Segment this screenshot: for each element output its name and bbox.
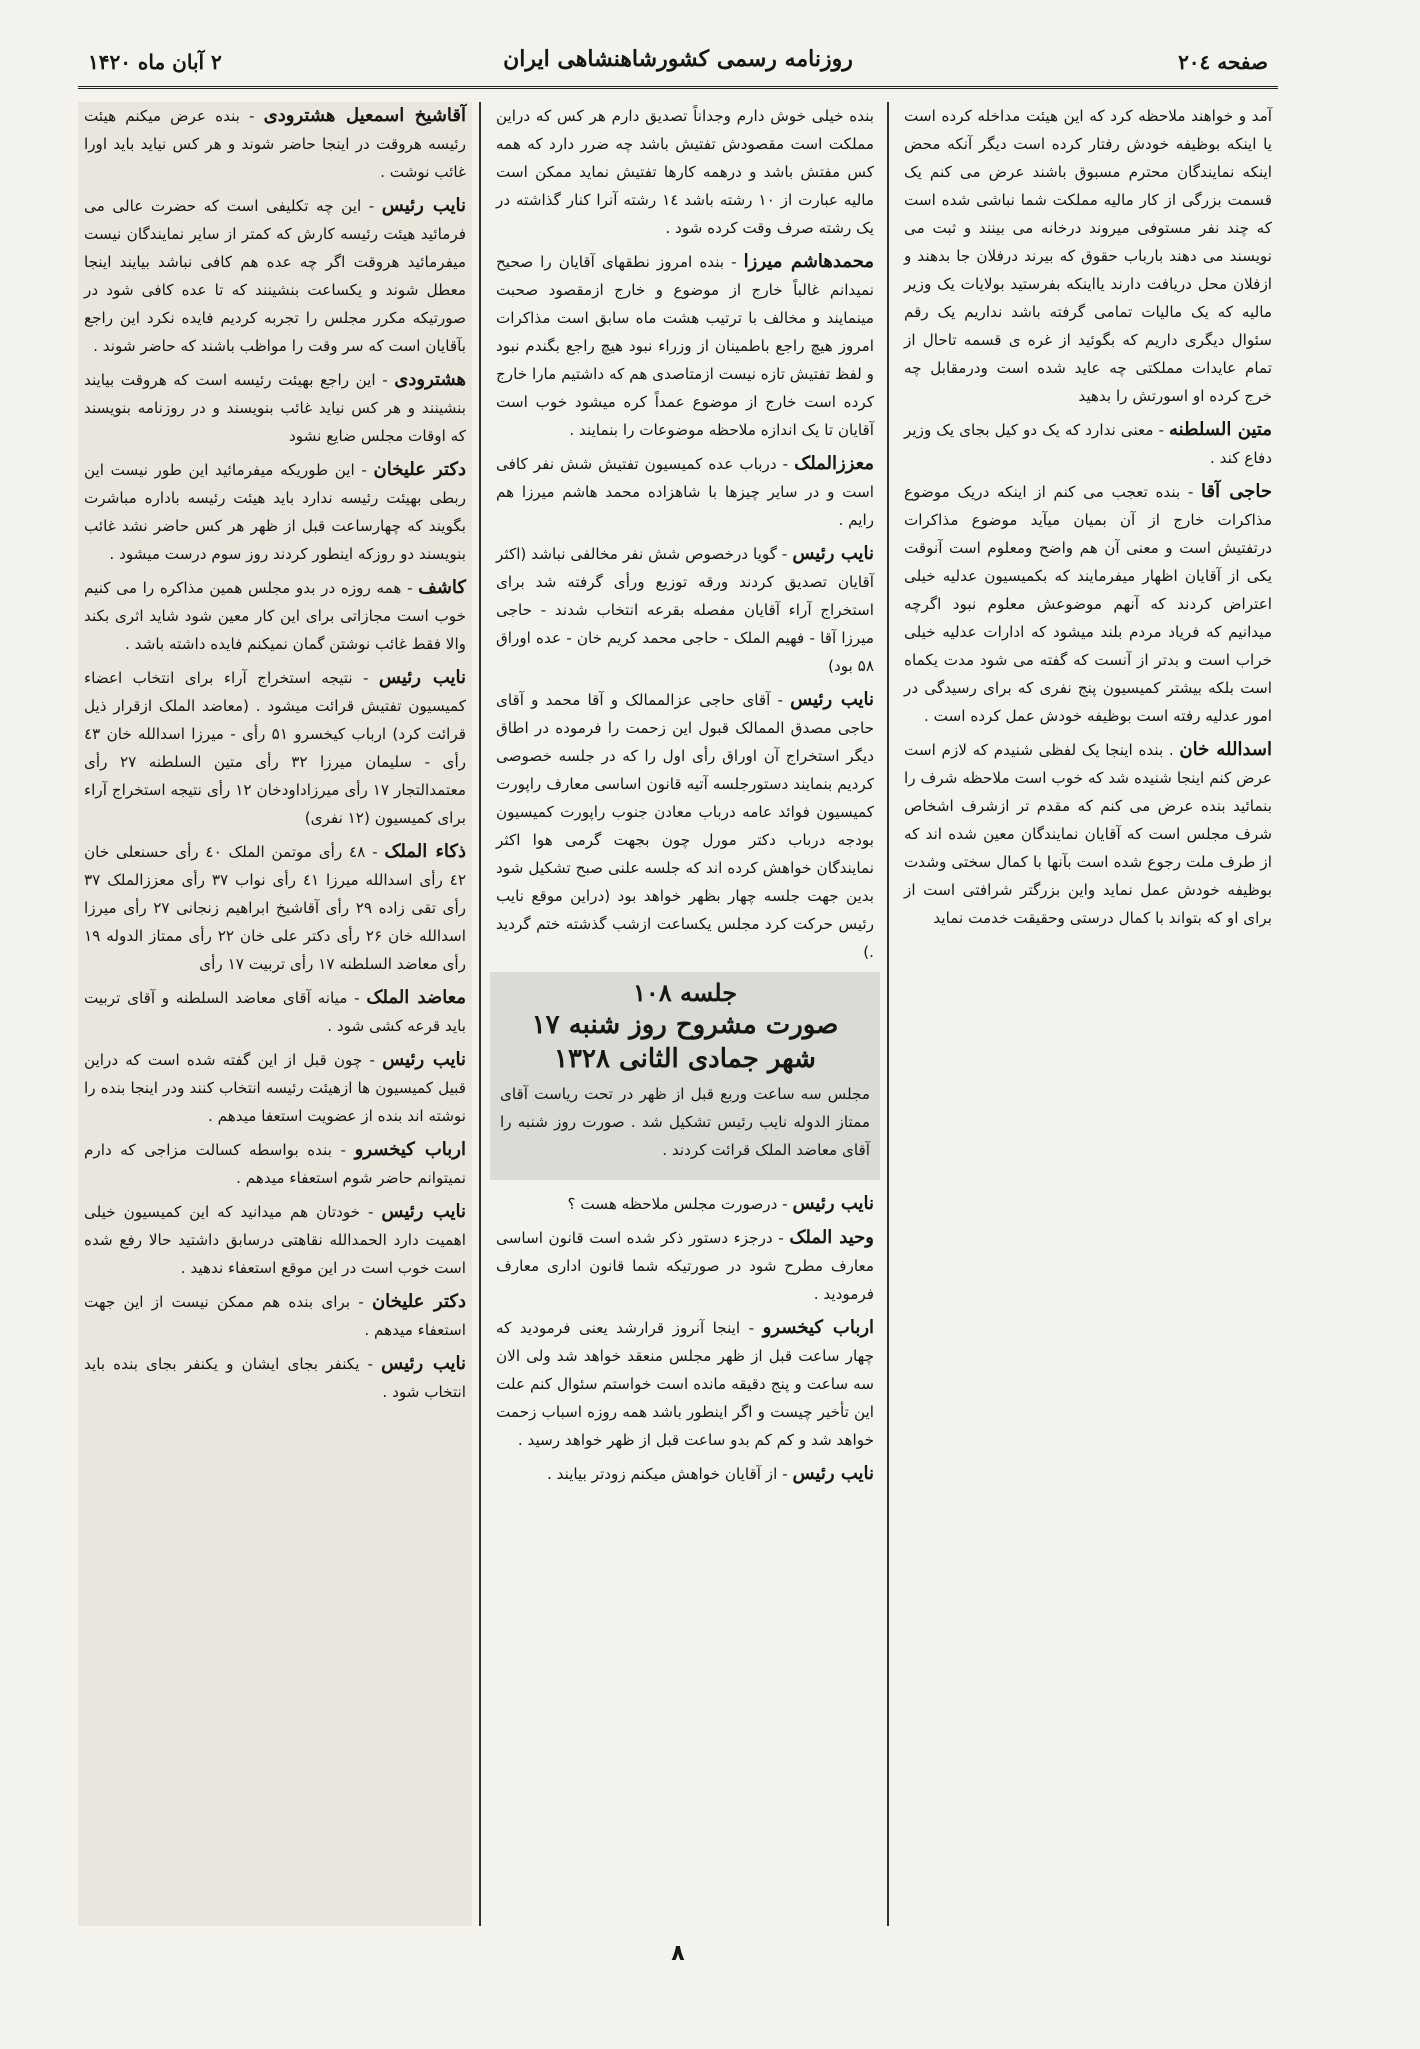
speech-text: - خودتان هم میدانید که این کمیسیون خیلی اهمیت دارد الحمدالله نقاهتی درسابق داشتید حالا رفع شده است خوب است در این موقع استعفاء ندهید . <box>84 1203 466 1277</box>
newspaper-title: روزنامه رسمی کشورشاهنشاهی ایران <box>503 46 853 72</box>
speech-text: - ٤۸ رأی موتمن الملک ٤۰ رأی حسنعلی خان ٤۲ رأی اسدالله میرزا ٤۱ رأی نواب ۳۷ رأی معززالملک ۳۷ رأی تقی زاده ۲۹ رأی آقاشیخ ابراهیم زنجانی ۲۷ رأی میرزا اسدالله خان ۲۶ رأی دکتر علی خان ۲۲ رأی ممتاز الدوله ۱۹ رأی معاضد السلطنه ۱۷ رأی تربیت ۱۷ رأی <box>84 843 466 973</box>
paragraph <box>904 478 1272 730</box>
column-divider <box>479 102 481 1926</box>
paragraph <box>84 838 466 978</box>
page-label: صفحه ۲۰٤ <box>1178 50 1268 74</box>
paragraph <box>84 456 466 568</box>
paragraph <box>904 416 1272 472</box>
column-divider <box>887 102 889 1926</box>
paragraph <box>904 102 1272 410</box>
column-right <box>898 102 1278 1926</box>
column-middle <box>490 102 880 1926</box>
paragraph <box>84 1136 466 1192</box>
paragraph <box>904 736 1272 932</box>
paragraph <box>496 1460 874 1488</box>
speech-text: - درصورت مجلس ملاحظه هست ؟ <box>567 1195 788 1213</box>
paragraph <box>84 1350 466 1406</box>
paragraph <box>496 450 874 534</box>
paragraph <box>496 102 874 242</box>
session-intro: مجلس سه ساعت وربع قبل از ظهر در تحت ریاست آقای ممتاز الدوله نایب رئیس تشکیل شد . صورت روز شنبه را آقای معاضد الملک قرائت کردند . <box>500 1085 870 1159</box>
session-heading <box>490 972 880 1180</box>
paragraph <box>84 192 466 360</box>
speaker-name: متین السلطنه <box>1169 419 1272 440</box>
speech-text: - یکنفر بجای ایشان و یکنفر بجای بنده باید انتخاب شود . <box>84 1355 466 1401</box>
speaker-name: نایب رئیس <box>382 1049 466 1070</box>
speech-text: - درباب عده کمیسیون تفتیش شش نفر کافی است و در سایر چیزها با شاهزاده محمد هاشم میرزا هم رایم . <box>496 455 874 529</box>
paragraph <box>496 686 874 966</box>
speaker-name: معاضد الملک <box>366 987 467 1008</box>
speaker-name: ارباب کیخسرو <box>762 1317 875 1338</box>
speaker-name: هشترودی <box>394 369 467 390</box>
issue-date: ۲ آبان ماه ۱۴۲۰ <box>88 50 222 74</box>
speaker-name: آقاشیخ اسمعیل هشترودی <box>263 105 467 126</box>
speaker-name: محمدهاشم میرزا <box>743 251 875 272</box>
speech-text: - اینجا آنروز قرارشد یعنی فرمودید که چهار ساعت قبل از ظهر مجلس منعقد خواهد شد ولی الان سه ساعت و پنج دقیقه مانده است خواستم سئوال کنم علت این تأخیر چیست و اگر اینطور باشد همه روزه اسباب زحمت خواهد شد و کم کم بدو ساعت قبل از ظهر خواهد رسید . <box>496 1319 874 1449</box>
speech-text: - بنده عرض میکنم هیئت رئیسه هروقت در اینجا حاضر شوند و هر کس نیاید باید اورا غائب نوشت . <box>84 107 466 181</box>
speaker-name: کاشف <box>418 577 466 598</box>
session-number: جلسه ۱۰۸ <box>632 978 738 1007</box>
paragraph <box>84 366 466 450</box>
speaker-name: نایب رئیس <box>381 1201 467 1222</box>
paragraph <box>496 1224 874 1308</box>
speech-text: . بنده اینجا یک لفظی شنیدم که لازم است عرض کنم اینجا شنیده شد که خوب است ملاحظه شرف را بنمائید بنده عرض می کنم که مقدم تر ازشرف اشخاص شرف مجلس است که آقایان نمایندگان معین شده اند که از طرف ملت رجوع شده است بآنها با کمال سختی وشدت بوظیفه خودش عمل نماید واین بزرگتر شرافتی است از برای او که بتواند با کمال درستی وحقیقت خدمت نماید <box>904 741 1272 927</box>
speech-text: - گویا درخصوص شش نفر مخالفی نباشد (اکثر آقایان تصدیق کردند ورقه توزیع ورأی گرفته شد برای استخراج آراء آقایان مفصله بقرعه انتخاب شدند - حاجی میرزا آقا - فهیم الملک - حاجی محمد کریم خان - عده اوراق ۵۸ بود) <box>496 545 874 675</box>
speech-text: - چون قبل از این گفته شده است که دراین قبیل کمیسیون ها ازهیئت رئیسه انتخاب کنند ودر اینجا بنده را نوشته اند بنده از عضویت استعفا میدهم . <box>84 1051 466 1125</box>
speaker-name: دکتر علیخان <box>371 1291 467 1312</box>
speech-text: - این چه تکلیفی است که حضرت عالی می فرمائید هیئت رئیسه کارش که کمتر از سایر نمایندگان نیست میفرمائید هروقت اگر چه عده هم کافی نباشد بیایند اینجا معطل شوند و یکساعت بنشینند که تا عده کافی شود در صورتیکه مکرر مجلس را تجربه کردیم فایده نکرد این راجع بآقایان است که سر وقت را مواظب باشند که حاضر شوند . <box>84 197 466 355</box>
speaker-name: معززالملک <box>794 453 874 474</box>
paragraph <box>84 984 466 1040</box>
session-date: شهر جمادی الثانی ۱۳۲۸ <box>554 1044 816 1074</box>
speech-text: - بنده بواسطه کسالت مزاجی که دارم نمیتوانم حاضر شوم استعفاء میدهم . <box>84 1141 466 1187</box>
speech-text: - بنده امروز نطقهای آقایان را صحیح نمیدانم غالباً خارج از موضوع و خارج ازمقصود صحبت مینمایند و مخالف با ترتیب هشت ماه سابق است مذاکرات امروز هیچ راجع باطمینان از وزراء نبود هیچ راجع بگندم نبود و لفظ تفتیش تازه نیست ازمتاصدی هم که داشتیم مارا خارج کرده است خارج از موضوع عمداً کره میشود خوب است آقایان تا یک اندازه ملاحظه موضوعات را بنمایند . <box>496 253 874 439</box>
page-number: ۸ <box>671 1941 685 1966</box>
speech-text: - این راجع بهیئت رئیسه است که هروقت بیایند بنشینند و هر کس نیاید غائب بنویسند و در روزنامه بنویسند که اوقات مجلس ضایع نشود <box>84 371 466 445</box>
paragraph <box>84 1198 466 1282</box>
paragraph <box>496 1314 874 1454</box>
paragraph <box>496 248 874 444</box>
speech-text: - درجزء دستور ذکر شده است قانون اساسی معارف مطرح شود در صورتیکه شما قانون اداری معارف فرمودید . <box>496 1229 874 1303</box>
session-title: صورت مشروح روز شنبه ۱۷ <box>531 1010 839 1040</box>
speaker-name: نایب رئیس <box>381 195 466 216</box>
speech-text: آمد و خواهند ملاحظه کرد که این هیئت مداخله کرده است یا اینکه بوظیفه خودش رفتار کرده است دیگر آنکه محض اینکه نمایندگان محترم مسبوق باشند عرض می کنم یک قسمت بزرگی از کار مالیه مملکت شما نباشی شده است که چند نفر مستوفی میروند درخانه می بینند و ثبت می نویسند می دهند بارباب حقوق که بیرند درفلان جا بدهند و ازفلان محل دریافت دارند یااینکه بفرستید بولایات یک وزیر مالیه که یک مالیات تمامی گرفته باشد نداریم یک رقم سئوال دیگری داریم که بگوئید از غره ی قسمه تاحال از تمام عایدات مملکتی چه عاید شده است ودرمقابل چه خرج کرده او اسورتش را بدهید <box>904 107 1272 405</box>
speaker-name: نایب رئیس <box>792 1463 874 1484</box>
speaker-name: حاجی آقا <box>1201 481 1272 502</box>
speech-text: - از آقایان خواهش میکنم زودتر بیایند . <box>546 1465 788 1483</box>
speech-text: - آقای حاجی عزالممالک و آقا محمد و آقای حاجی مصدق الممالک قبول این زحمت را فرموده در اطاق دیگر استخراج آن اوراق رأی اول را که در جلسه خصوصی کردیم بنمایند دستورجلسه آتیه قانون اساسی معارف راپورت کمیسیون فوائد عامه درباب معادن جنوب راپورت کمیسیون بودجه درباب دکتر مورل چون بجهت گرمی هوا اکثر نمایندگان خواهش کرده اند که جلسه علنی صبح تشکیل شود بدین جهت جلسه چهار بظهر خواهد بود (دراین موقع نایب رئیس حرکت کرد مجلس یکساعت ازشب گذشته ختم گردید .) <box>496 691 874 961</box>
speech-text: - همه روزه در بدو مجلس همین مذاکره را می کنیم خوب است مجازاتی برای این کار معین شود شاید اثری بکند والا فقط غائب نوشتن گمان نمیکنم فایده داشته باشد . <box>84 579 466 653</box>
speaker-name: نایب رئیس <box>378 667 466 688</box>
newspaper-page <box>78 36 1278 1976</box>
speaker-name: نایب رئیس <box>792 1193 874 1214</box>
paragraph <box>84 1288 466 1344</box>
paragraph <box>84 1046 466 1130</box>
paragraph <box>84 102 466 186</box>
speaker-name: ذکاء الملک <box>384 841 466 862</box>
speaker-name: وحید الملک <box>789 1227 874 1248</box>
speech-text: بنده خیلی خوش دارم وجداناً تصدیق دارم هر کس که دراین مملکت است مقصودش تفتیش باشد چه ضرر دارد که همه کس مفتش باشد و درهمه کارها تفتیش نماید ممکن است مالیه عبارت از ۱۰ رشته باشد ۱٤ رشته آنرا کنار گذاشته در یک رشته صرف وقت کرده شود . <box>496 107 875 237</box>
speech-text: - بنده تعجب می کنم از اینکه دریک موضوع مذاکرات خارج از آن بمیان میآید موضوع مذاکرات درتفتیش است و معنی آن هم واضح ومعلوم است آنوقت یکی از آقایان اظهار میفرمایند که بکمیسیون عدلیه خیلی اعتراض کردند که آنهم موضوعش معلوم نبود اگرچه میدانیم که فریاد مردم بلند میشود که ادارات عدلیه خیلی خراب است و بدتر از آنست که گفته می شود مدت یکماه است بلکه بیشتر کمیسیون پنج نفری که برای رسیدگی در امور عدلیه رفته است بوظیفه خودش عمل کرده است . <box>904 483 1272 725</box>
paragraph <box>84 574 466 658</box>
speaker-name: نایب رئیس <box>790 689 874 710</box>
speaker-name: اسدالله خان <box>1179 739 1273 760</box>
paragraph <box>496 1190 874 1218</box>
paragraph <box>84 664 466 832</box>
paragraph <box>496 540 874 680</box>
speaker-name: نایب رئیس <box>381 1353 467 1374</box>
speaker-name: ارباب کیخسرو <box>354 1139 466 1160</box>
speech-text: - این طوریکه میفرمائید این طور نیست این ربطی بهیئت رئیسه ندارد باید هیئت رئیسه باداره مباشرت بگویند که چهارساعت قبل از ظهر هر کس حاضر نشد غائب بنویسند دو روزکه اینطور کردند روز سوم درست میشود . <box>84 461 466 563</box>
speaker-name: نایب رئیس <box>792 543 875 564</box>
speech-text: - نتیجه استخراج آراء برای انتخاب اعضاء کمیسیون تفتیش قرائت میشود . (معاضد الملک ازقرار ذیل قرائت کرد) ارباب کیخسرو ۵۱ رأی - میرزا اسدالله خان ٤۳ رأی - سلیمان میرزا ۳۲ رأی متین السلطنه ۲۷ رأی معتمدالتجار ۱۷ رأی میرزاداودخان ۱۲ رأی نتیجه استخراج آراء برای کمیسیون (۱۲ نفری) <box>84 669 466 827</box>
page-header <box>78 36 1278 88</box>
speech-text: - برای بنده هم ممکن نیست از این جهت استعفاء میدهم . <box>84 1293 466 1339</box>
speech-text: - معنی ندارد که یک دو کیل بجای یک وزیر دفاع کند . <box>904 421 1272 467</box>
column-left <box>78 102 472 1926</box>
speech-text: - میانه آقای معاضد السلطنه و آقای تربیت باید قرعه کشی شود . <box>84 989 466 1035</box>
speaker-name: دکتر علیخان <box>373 459 466 480</box>
columns <box>78 102 1278 1926</box>
header-rule <box>78 86 1278 89</box>
